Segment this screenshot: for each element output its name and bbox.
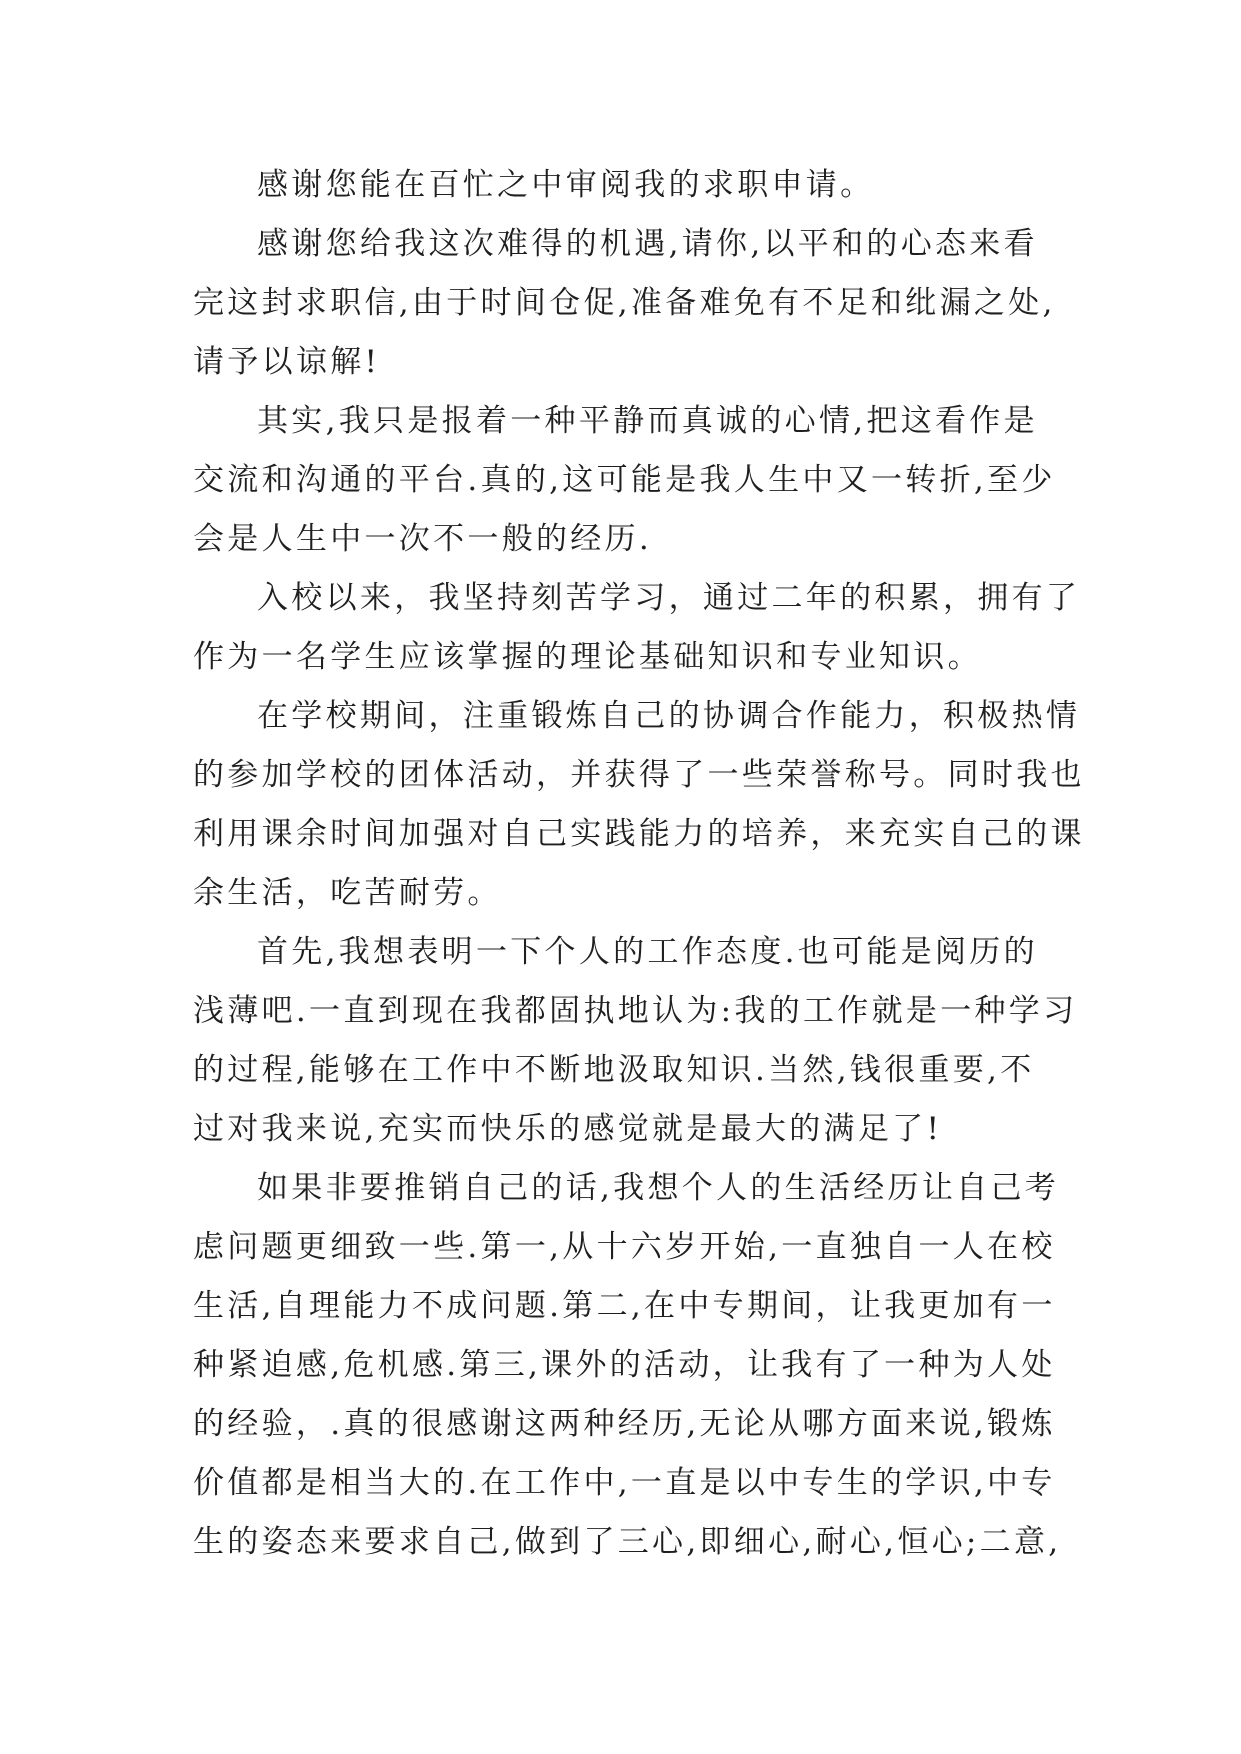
paragraph-6-line-2: 浅薄吧.一直到现在我都固执地认为:我的工作就是一种学习 — [193, 993, 1078, 1029]
paragraph-3-line-2: 交流和沟通的平台.真的,这可能是我人生中又一转折,至少 — [193, 462, 1056, 498]
paragraph-6-line-4: 过对我来说,充实而快乐的感觉就是最大的满足了! — [193, 1111, 943, 1147]
paragraph-2-line-3: 请予以谅解! — [193, 344, 381, 380]
paragraph-3-line-1: 其实,我只是报着一种平静而真诚的心情,把这看作是 — [257, 403, 1038, 439]
paragraph-1-line-1: 感谢您能在百忙之中审阅我的求职申请。 — [257, 167, 875, 203]
paragraph-7-line-4: 种紧迫感,危机感.第三,课外的活动，让我有了一种为人处 — [193, 1347, 1056, 1383]
paragraph-4-line-2: 作为一名学生应该掌握的理论基础知识和专业知识。 — [193, 639, 982, 675]
paragraph-5-line-1: 在学校期间，注重锻炼自己的协调合作能力，积极热情 — [257, 698, 1081, 734]
paragraph-2-line-1: 感谢您给我这次难得的机遇,请你,以平和的心态来看 — [257, 226, 1038, 262]
paragraph-2-line-2: 完这封求职信,由于时间仓促,准备难免有不足和纰漏之处, — [193, 285, 1056, 321]
paragraph-7-line-7: 生的姿态来要求自己,做到了三心,即细心,耐心,恒心;二意, — [193, 1524, 1062, 1560]
paragraph-7-line-5: 的经验，.真的很感谢这两种经历,无论从哪方面来说,锻炼 — [193, 1406, 1056, 1442]
paragraph-5-line-3: 利用课余时间加强对自己实践能力的培养，来充实自己的课 — [193, 816, 1085, 852]
paragraph-5-line-2: 的参加学校的团体活动，并获得了一些荣誉称号。同时我也 — [193, 757, 1085, 793]
paragraph-4-line-1: 入校以来，我坚持刻苦学习，通过二年的积累，拥有了 — [257, 580, 1081, 616]
paragraph-5-line-4: 余生活，吃苦耐劳。 — [193, 875, 502, 911]
paragraph-7-line-1: 如果非要推销自己的话,我想个人的生活经历让自己考 — [257, 1170, 1060, 1206]
paragraph-7-line-3: 生活,自理能力不成问题.第二,在中专期间，让我更加有一 — [193, 1288, 1056, 1324]
paragraph-6-line-3: 的过程,能够在工作中不断地汲取知识.当然,钱很重要,不 — [193, 1052, 1035, 1088]
paragraph-7-line-2: 虑问题更细致一些.第一,从十六岁开始,一直独自一人在校 — [193, 1229, 1056, 1265]
paragraph-7-line-6: 价值都是相当大的.在工作中,一直是以中专生的学识,中专 — [193, 1465, 1056, 1501]
paragraph-6-line-1: 首先,我想表明一下个人的工作态度.也可能是阅历的 — [257, 934, 1038, 970]
paragraph-3-line-3: 会是人生中一次不一般的经历. — [193, 521, 653, 557]
